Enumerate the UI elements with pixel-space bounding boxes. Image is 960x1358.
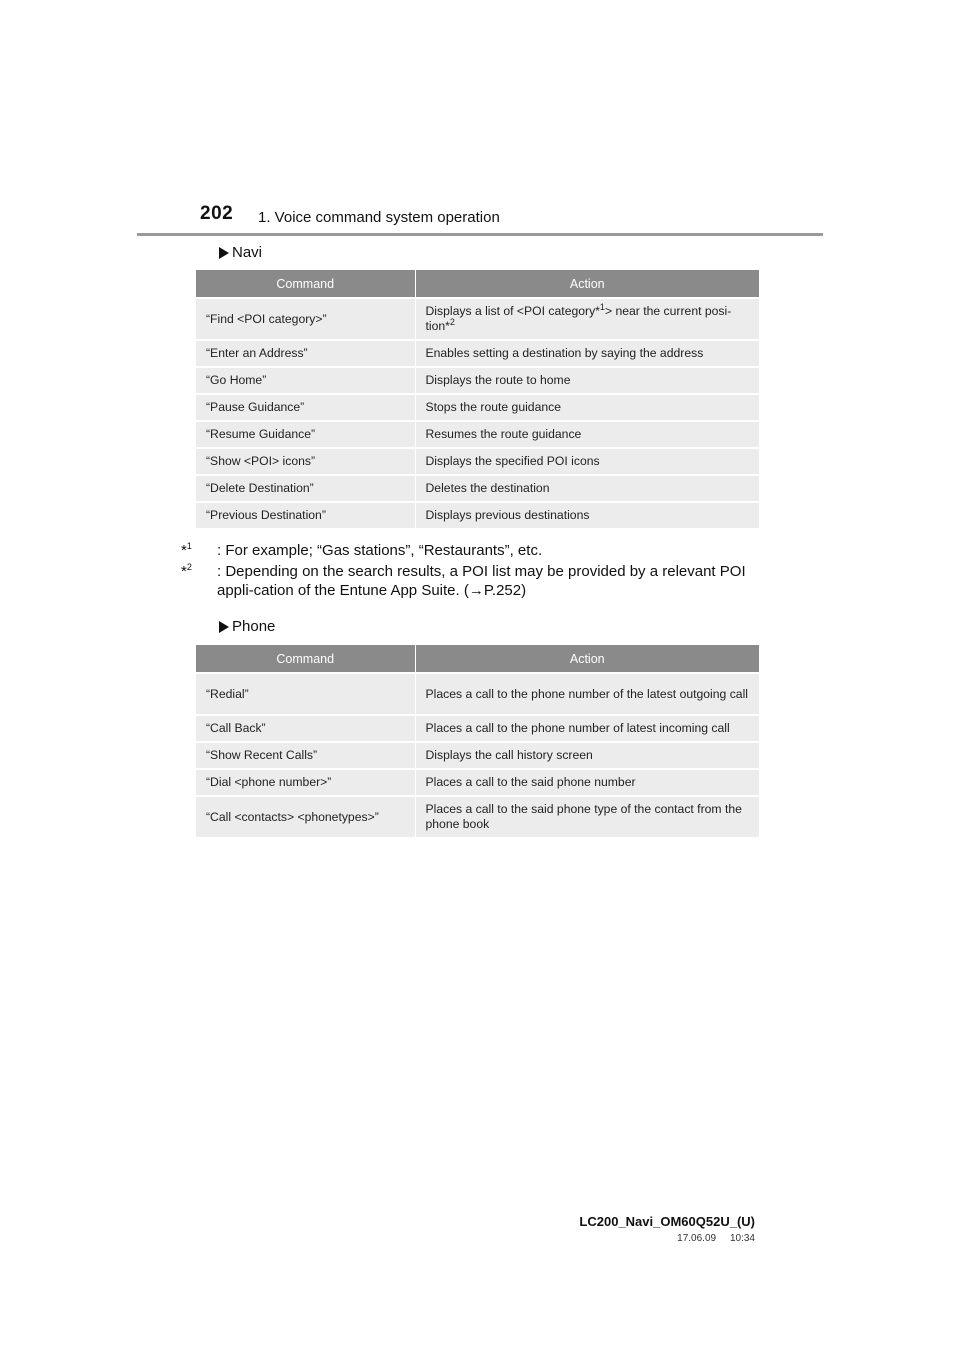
command-cell: “Enter an Address” [196,340,415,367]
action-cell: Places a call to the phone number of the latest outgoing call [415,673,759,715]
page-header [0,0,960,240]
table-row [196,298,759,340]
action-cell: Places a call to the said phone type of the contact from the phone book [415,796,759,837]
action-cell: Displays the route to home [415,367,759,394]
table-row [196,475,759,502]
action-cell: Resumes the route guidance [415,421,759,448]
table-row [196,448,759,475]
triangle-right-icon [219,621,229,633]
print-timestamp: 17.06.09 10:34 [677,1233,755,1244]
column-header-action: Action [415,645,759,673]
column-header-command: Command [196,270,415,298]
command-cell: “Dial <phone number>” [196,769,415,796]
command-cell: “Find <POI category>” [196,298,415,340]
command-cell: “Call <contacts> <phonetypes>” [196,796,415,837]
command-cell: “Redial” [196,673,415,715]
page-number: 202 [200,203,234,224]
navi-command-table [196,270,759,528]
phone-heading [219,618,275,635]
footnotes [181,541,761,602]
triangle-right-icon [219,247,229,259]
table-row [196,673,759,715]
action-cell: Enables setting a destination by saying the address [415,340,759,367]
table-row [196,742,759,769]
table-row [196,421,759,448]
command-cell: “Go Home” [196,367,415,394]
table-row [196,769,759,796]
section-title: 1. Voice command system operation [258,209,500,226]
footnote-2: *$^2$ : Depending on the search results, a POI list may be provided by a relevant POI appli-cation of the Entune App Suite. (→P.252) [181,562,746,599]
header-rule [137,233,823,236]
command-cell: “Call Back” [196,715,415,742]
command-cell: “Previous Destination” [196,502,415,528]
table-row [196,796,759,837]
action-cell: Deletes the destination [415,475,759,502]
command-cell: “Pause Guidance” [196,394,415,421]
navi-heading-label: Navi [232,244,263,261]
action-cell: Places a call to the phone number of latest incoming call [415,715,759,742]
table-row [196,367,759,394]
table-row [196,502,759,528]
action-cell: Places a call to the said phone number [415,769,759,796]
action-cell: Displays a list of <POI category*$^1$> near the current posi-tion*$^2$ [415,298,759,340]
table-row [196,394,759,421]
command-cell: “Delete Destination” [196,475,415,502]
navi-heading [219,244,262,261]
action-cell: Stops the route guidance [415,394,759,421]
column-header-command: Command [196,645,415,673]
phone-command-table [196,645,759,837]
action-cell: Displays the call history screen [415,742,759,769]
table-row [196,715,759,742]
phone-heading-label: Phone [232,618,276,635]
action-cell: Displays previous destinations [415,502,759,528]
command-cell: “Show Recent Calls” [196,742,415,769]
column-header-action: Action [415,270,759,298]
footnote-text: : Depending on the search results, a POI list may be provided by a relevant POI appli-cation of the Entune App Suite. (→P.252) [217,563,746,599]
footnote-1: *$^1$ : For example; “Gas stations”, “Restaurants”, etc. [181,541,543,559]
table-row [196,340,759,367]
action-cell: Displays the specified POI icons [415,448,759,475]
footnote-text: : For example; “Gas stations”, “Restaurants”, etc. [217,542,543,559]
command-cell: “Show <POI> icons” [196,448,415,475]
command-cell: “Resume Guidance” [196,421,415,448]
document-code: LC200_Navi_OM60Q52U_(U) [579,1214,755,1229]
